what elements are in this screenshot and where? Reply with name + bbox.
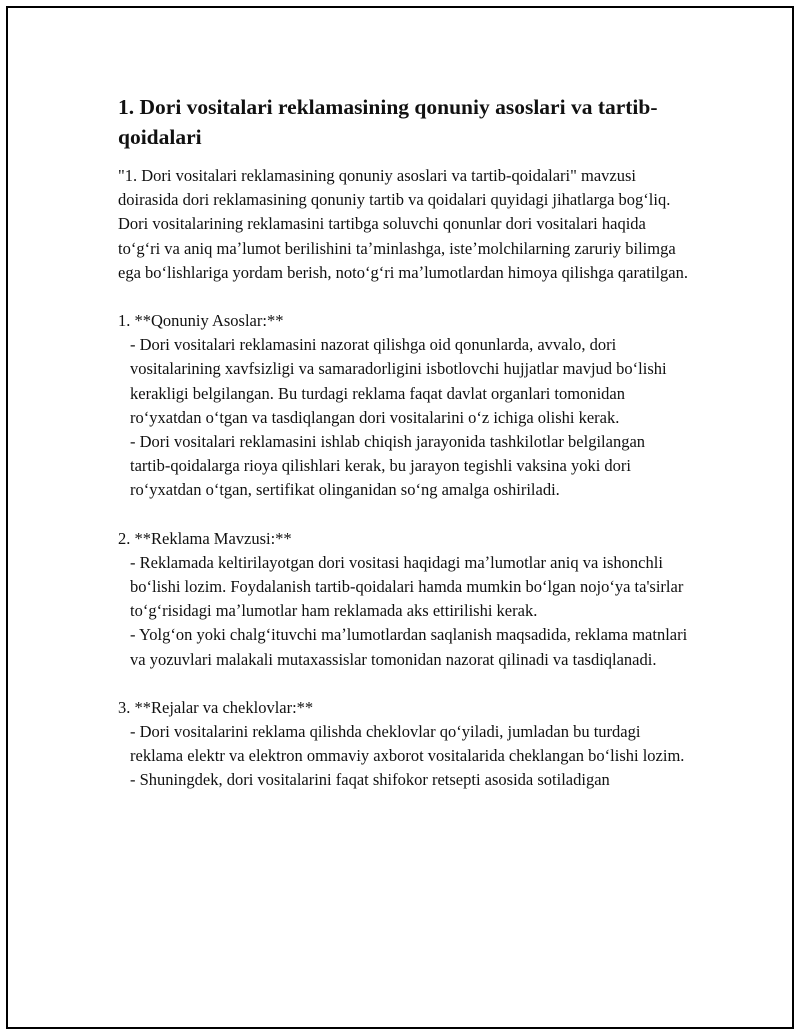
section-ad-topic [118,527,688,672]
section-legal-basis [118,309,688,503]
section-heading: 3. **Rejalar va cheklovlar:** [118,697,314,717]
section-bullet: - Yolgʻon yoki chalgʻituvchi maʼlumotlardan saqlanish maqsadida, reklama matnlari va yozuvlari malakali mutaxassislar tomonidan nazorat qilinadi va tasdiqlanadi. [130,625,688,669]
section-heading: 2. **Reklama Mavzusi:** [118,528,292,548]
intro-paragraph: "1. Dori vositalari reklamasining qonuniy asoslari va tartib-qoidalari" mavzusi doirasida dori reklamasining qonuniy tartib va qoidalari quyidagi jihatlarga bogʻliq. Dori vositalarining reklamasini tartibga soluvchi qonunlar dori vositalari haqida toʻgʻri va aniq maʼlumot berilishini taʼminlashga, isteʼmolchilarning zaruriy bilimga ega boʻlishlariga yordam berish, notoʻgʻri maʼlumotlardan himoya qilishga qaratilgan. [118,166,689,282]
document-body [118,92,688,793]
section-bullet: - Dori vositalarini reklama qilishda cheklovlar qoʻyiladi, jumladan bu turdagi reklama elektr va elektron ommaviy axborot vositalarida cheklangan boʻlishi lozim. [130,722,685,766]
paragraph-gap [118,503,688,527]
section-bullet: - Shuningdek, dori vositalarini faqat shifokor retsepti asosida sotiladigan [130,770,610,790]
section-bullet: - Dori vositalari reklamasini ishlab chiqish jarayonida tashkilotlar belgilangan tartib-qoidalarga rioya qilishlari kerak, bu jarayon tegishli vaksina yoki dori roʻyxatdan oʻtgan, sertifikat olinganidan soʻng amalga oshiriladi. [130,432,646,500]
paragraph-gap [118,672,688,696]
section-bullet: - Dori vositalari reklamasini nazorat qilishga oid qonunlarda, avvalo, dori vositalarining xavfsizligi va samaradorligini isbotlovchi hujjatlar mavjud boʻlishi kerakligi belgilangan. Bu turdagi reklama faqat davlat organlari tomonidan roʻyxatdan oʻtgan va tasdiqlangan dori vositalarini oʻz ichiga olishi kerak. [130,335,667,427]
paragraph-gap [118,285,688,309]
section-bullet: - Reklamada keltirilayotgan dori vositasi haqidagi maʼlumotlar aniq va ishonchli boʻlishi lozim. Foydalanish tartib-qoidalari hamda mumkin boʻlgan nojoʻya ta'sirlar toʻgʻrisidagi maʼlumotlar ham reklamada aks ettirilishi kerak. [130,552,684,621]
section-heading: 1. **Qonuniy Asoslar:** [118,311,284,331]
document-title: 1. Dori vositalari reklamasining qonuniy asoslari va tartib-qoidalari [118,95,658,149]
section-restrictions [118,696,688,793]
